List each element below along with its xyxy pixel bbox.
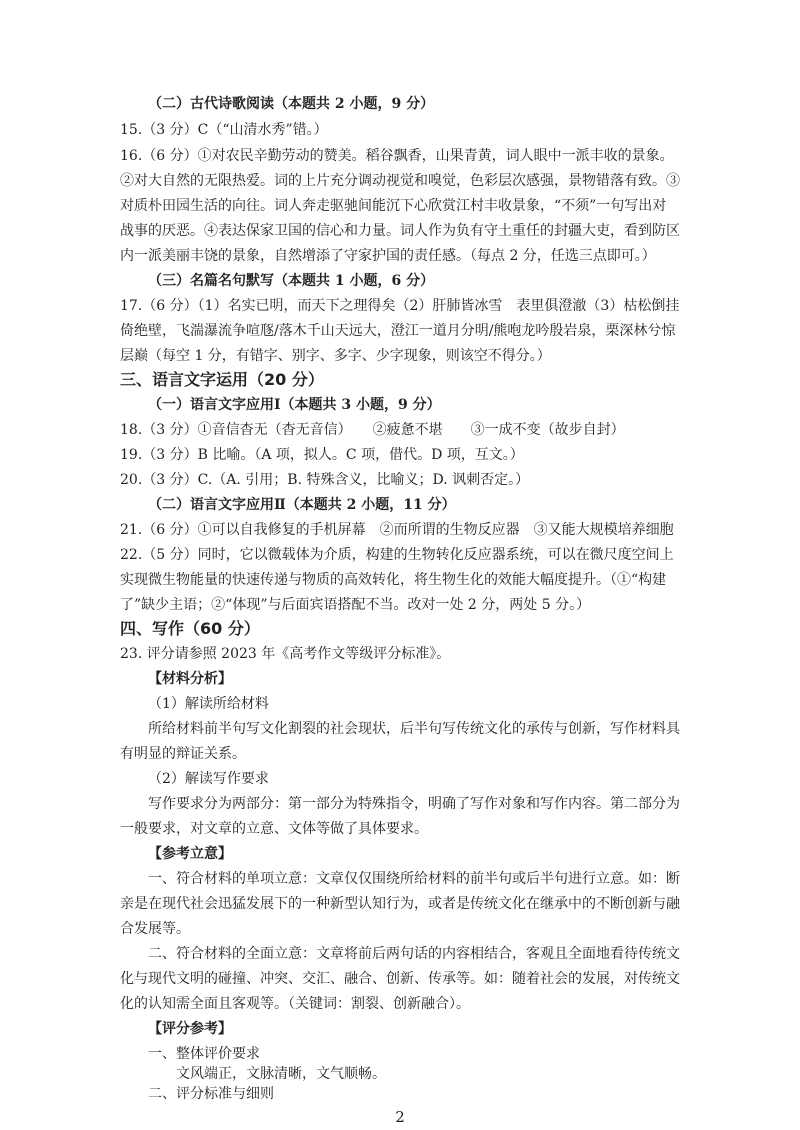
paragraph-line: 有明显的辩证关系。 [120, 746, 246, 762]
paragraph-line: 亲是在现代社会迅猛发展下的一种新型认知行为，或者是传统文化在继承中的不断创新与融 [120, 896, 680, 912]
paragraph-line: 写作要求分为两部分：第一部分为特殊指令，明确了写作对象和写作内容。第二部分为 [148, 796, 680, 812]
answer-q22-line: 了”缺少主语；②“体现”与后面宾语搭配不当。改对一处 2 分，两处 5 分。） [120, 597, 591, 613]
scoring-item-1: 一、整体评价要求 [148, 1046, 260, 1062]
scoring-item-1-detail: 文风端正，文脉清晰，文气顺畅。 [176, 1066, 386, 1082]
paragraph-line: 所给材料前半句写文化割裂的社会现状，后半句写传统文化的承传与创新，写作材料具 [148, 721, 680, 737]
answer-q22-line: 实现微生物能量的快速传递与物质的高效转化，将生物生化的效能大幅度提升。（①“构建 [120, 572, 667, 588]
section-heading-language-2: （二）语言文字应用Ⅱ（本题共 2 小题，11 分） [148, 497, 456, 513]
answer-q17-line: 倚绝壁，飞湍瀑流争喧豗/落木千山天远大，澄江一道月分明/熊咆龙吟殷岩泉，栗深林兮惊 [120, 323, 676, 339]
answer-q20: 20.（3 分）C.（A. 引用；B. 特殊含义，比喻义；D. 讽刺否定。） [120, 472, 530, 488]
answer-q16-line: ②对大自然的无限热爱。词的上片充分调动视觉和嗅觉，色彩层次感强，景物错落有致。③ [120, 173, 680, 189]
answer-q17-line: 层巅（每空 1 分，有错字、别字、多字、少字现象，则该空不得分。） [120, 348, 551, 364]
subheading-material: （1）解读所给材料 [148, 696, 269, 712]
answer-q18: 18.（3 分）①音信杳无（杳无音信） ②疲惫不堪 ③一成不变（故步自封） [120, 422, 625, 438]
paragraph-line: 化与现代文明的碰撞、冲突、交汇、融合、创新、传承等。如：随着社会的发展，对传统文 [120, 971, 680, 987]
heading-reference-theme: 【参考立意】 [148, 846, 232, 862]
heading-material-analysis: 【材料分析】 [148, 671, 232, 687]
answer-q16-line: 内一派美丽丰饶的景象，自然增添了守家护国的责任感。（每点 2 分，任选三点即可。） [120, 248, 656, 264]
section-heading-poetry: （二）古代诗歌阅读（本题共 2 小题，9 分） [148, 96, 435, 112]
answer-q16-line: 战事的厌恶。④表达保家卫国的信心和力量。词人作为负有守土重任的封疆大吏，看到防区 [120, 223, 680, 239]
part-heading-language: 三、语言文字运用（20 分） [120, 370, 324, 389]
paragraph-line: 合发展等。 [120, 921, 190, 937]
paragraph-line: 一、符合材料的单项立意：文章仅仅围绕所给材料的前半句或后半句进行立意。如：断 [148, 871, 680, 887]
section-heading-language-1: （一）语言文字应用Ⅰ（本题共 3 小题，9 分） [148, 397, 441, 413]
paragraph-line: 一般要求，对文章的立意、文体等做了具体要求。 [120, 821, 428, 837]
paragraph-line: 二、符合材料的全面立意：文章将前后两句话的内容相结合，客观且全面地看待传统文 [148, 946, 680, 962]
heading-scoring-reference: 【评分参考】 [148, 1021, 232, 1037]
answer-q23: 23. 评分请参照 2023 年《高考作文等级评分标准》。 [120, 646, 451, 662]
paragraph-line: 化的认知需全面且客观等。（关键词：割裂、创新融合）。 [120, 996, 470, 1012]
answer-q15: 15.（3 分）C（“山清水秀”错。） [120, 122, 328, 138]
scoring-item-2: 二、评分标准与细则 [148, 1086, 274, 1102]
answer-q16-line: 对质朴田园生活的向往。词人奔走驱驰间能沉下心欣赏江村丰收景象，“不须”一句写出对 [120, 198, 667, 214]
part-heading-writing: 四、写作（60 分） [120, 619, 260, 638]
subheading-requirements: （2）解读写作要求 [148, 771, 269, 787]
answer-q16-line: 16.（6 分）①对农民辛勤劳动的赞美。稻谷飘香，山果青黄，词人眼中一派丰收的景象。 [120, 148, 674, 164]
answer-q19: 19.（3 分）B 比喻。（A 项，拟人。C 项，借代。D 项，互文。） [120, 447, 524, 463]
page-number: 2 [395, 1108, 405, 1126]
answer-q21: 21.（6 分）①可以自我修复的手机屏幕 ②而所谓的生物反应器 ③又能大规模培养细胞 [120, 522, 674, 538]
answer-q17-line: 17.（6 分）（1）名实已明，而天下之理得矣（2）肝肺皆冰雪 表里俱澄澈（3）枯松倒挂 [120, 298, 680, 314]
section-heading-recitation: （三）名篇名句默写（本题共 1 小题，6 分） [148, 273, 435, 289]
answer-q22-line: 22.（5 分）同时，它以微载体为介质，构建的生物转化反应器系统，可以在微尺度空间上 [120, 547, 674, 563]
